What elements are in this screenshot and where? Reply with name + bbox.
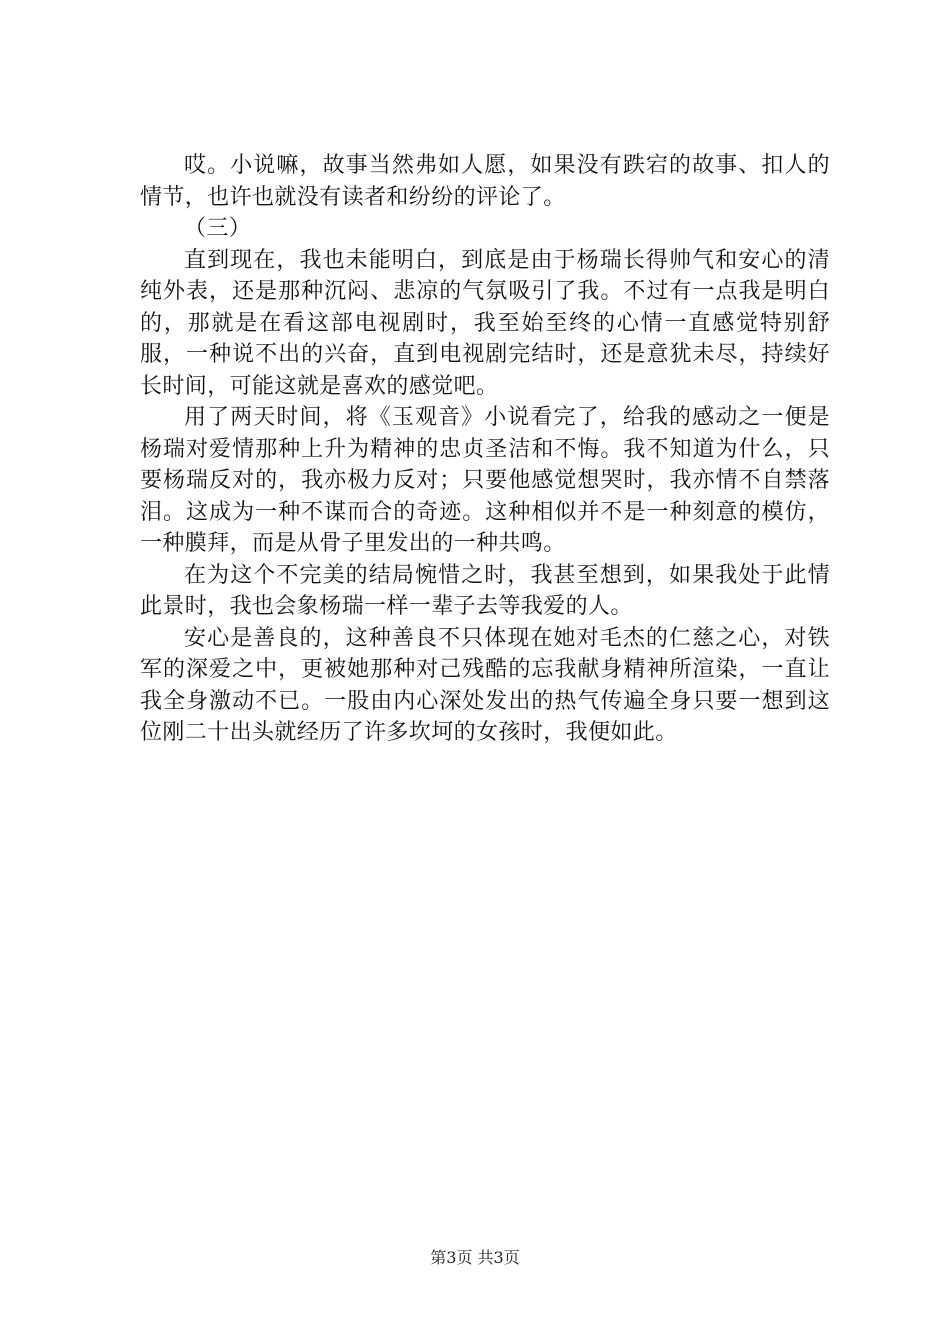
paragraph: 直到现在，我也未能明白，到底是由于杨瑞长得帅气和安心的清纯外表，还是那种沉闷、悲凉的气氛吸引了我。不过有一点我是明白的，那就是在看这部电视剧时，我至始至终的心情一直感觉特别舒服，一种说不出的兴奋，直到电视剧完结时，还是意犹未尽，持续好长时间，可能这就是喜欢的感觉吧。	[140, 247, 830, 399]
paragraph: 在为这个不完美的结局惋惜之时，我甚至想到，如果我处于此情此景时，我也会象杨瑞一样一辈子去等我爱的人。	[140, 562, 830, 619]
paragraph-continuation: 哎。小说嘛，故事当然弗如人愿，如果没有跌宕的故事、扣人的情节，也许也就没有读者和纷纷的评论了。	[140, 153, 830, 210]
document-body	[140, 150, 830, 749]
section-heading: （三）	[184, 216, 252, 241]
page-footer: 第3页 共3页	[430, 1248, 520, 1267]
paragraph: 安心是善良的，这种善良不只体现在她对毛杰的仁慈之心，对铁军的深爱之中，更被她那种对己残酷的忘我献身精神所渲染，一直让我全身激动不已。一股由内心深处发出的热气传遍全身只要一想到这位刚二十出头就经历了许多坎坷的女孩时，我便如此。	[140, 625, 830, 745]
paragraph: 用了两天时间，将《玉观音》小说看完了，给我的感动之一便是杨瑞对爱情那种上升为精神的忠贞圣洁和不悔。我不知道为什么，只要杨瑞反对的，我亦极力反对；只要他感觉想哭时，我亦情不自禁落泪。这成为一种不谋而合的奇迹。这种相似并不是一种刻意的模仿，一种膜拜，而是从骨子里发出的一种共鸣。	[140, 405, 830, 556]
